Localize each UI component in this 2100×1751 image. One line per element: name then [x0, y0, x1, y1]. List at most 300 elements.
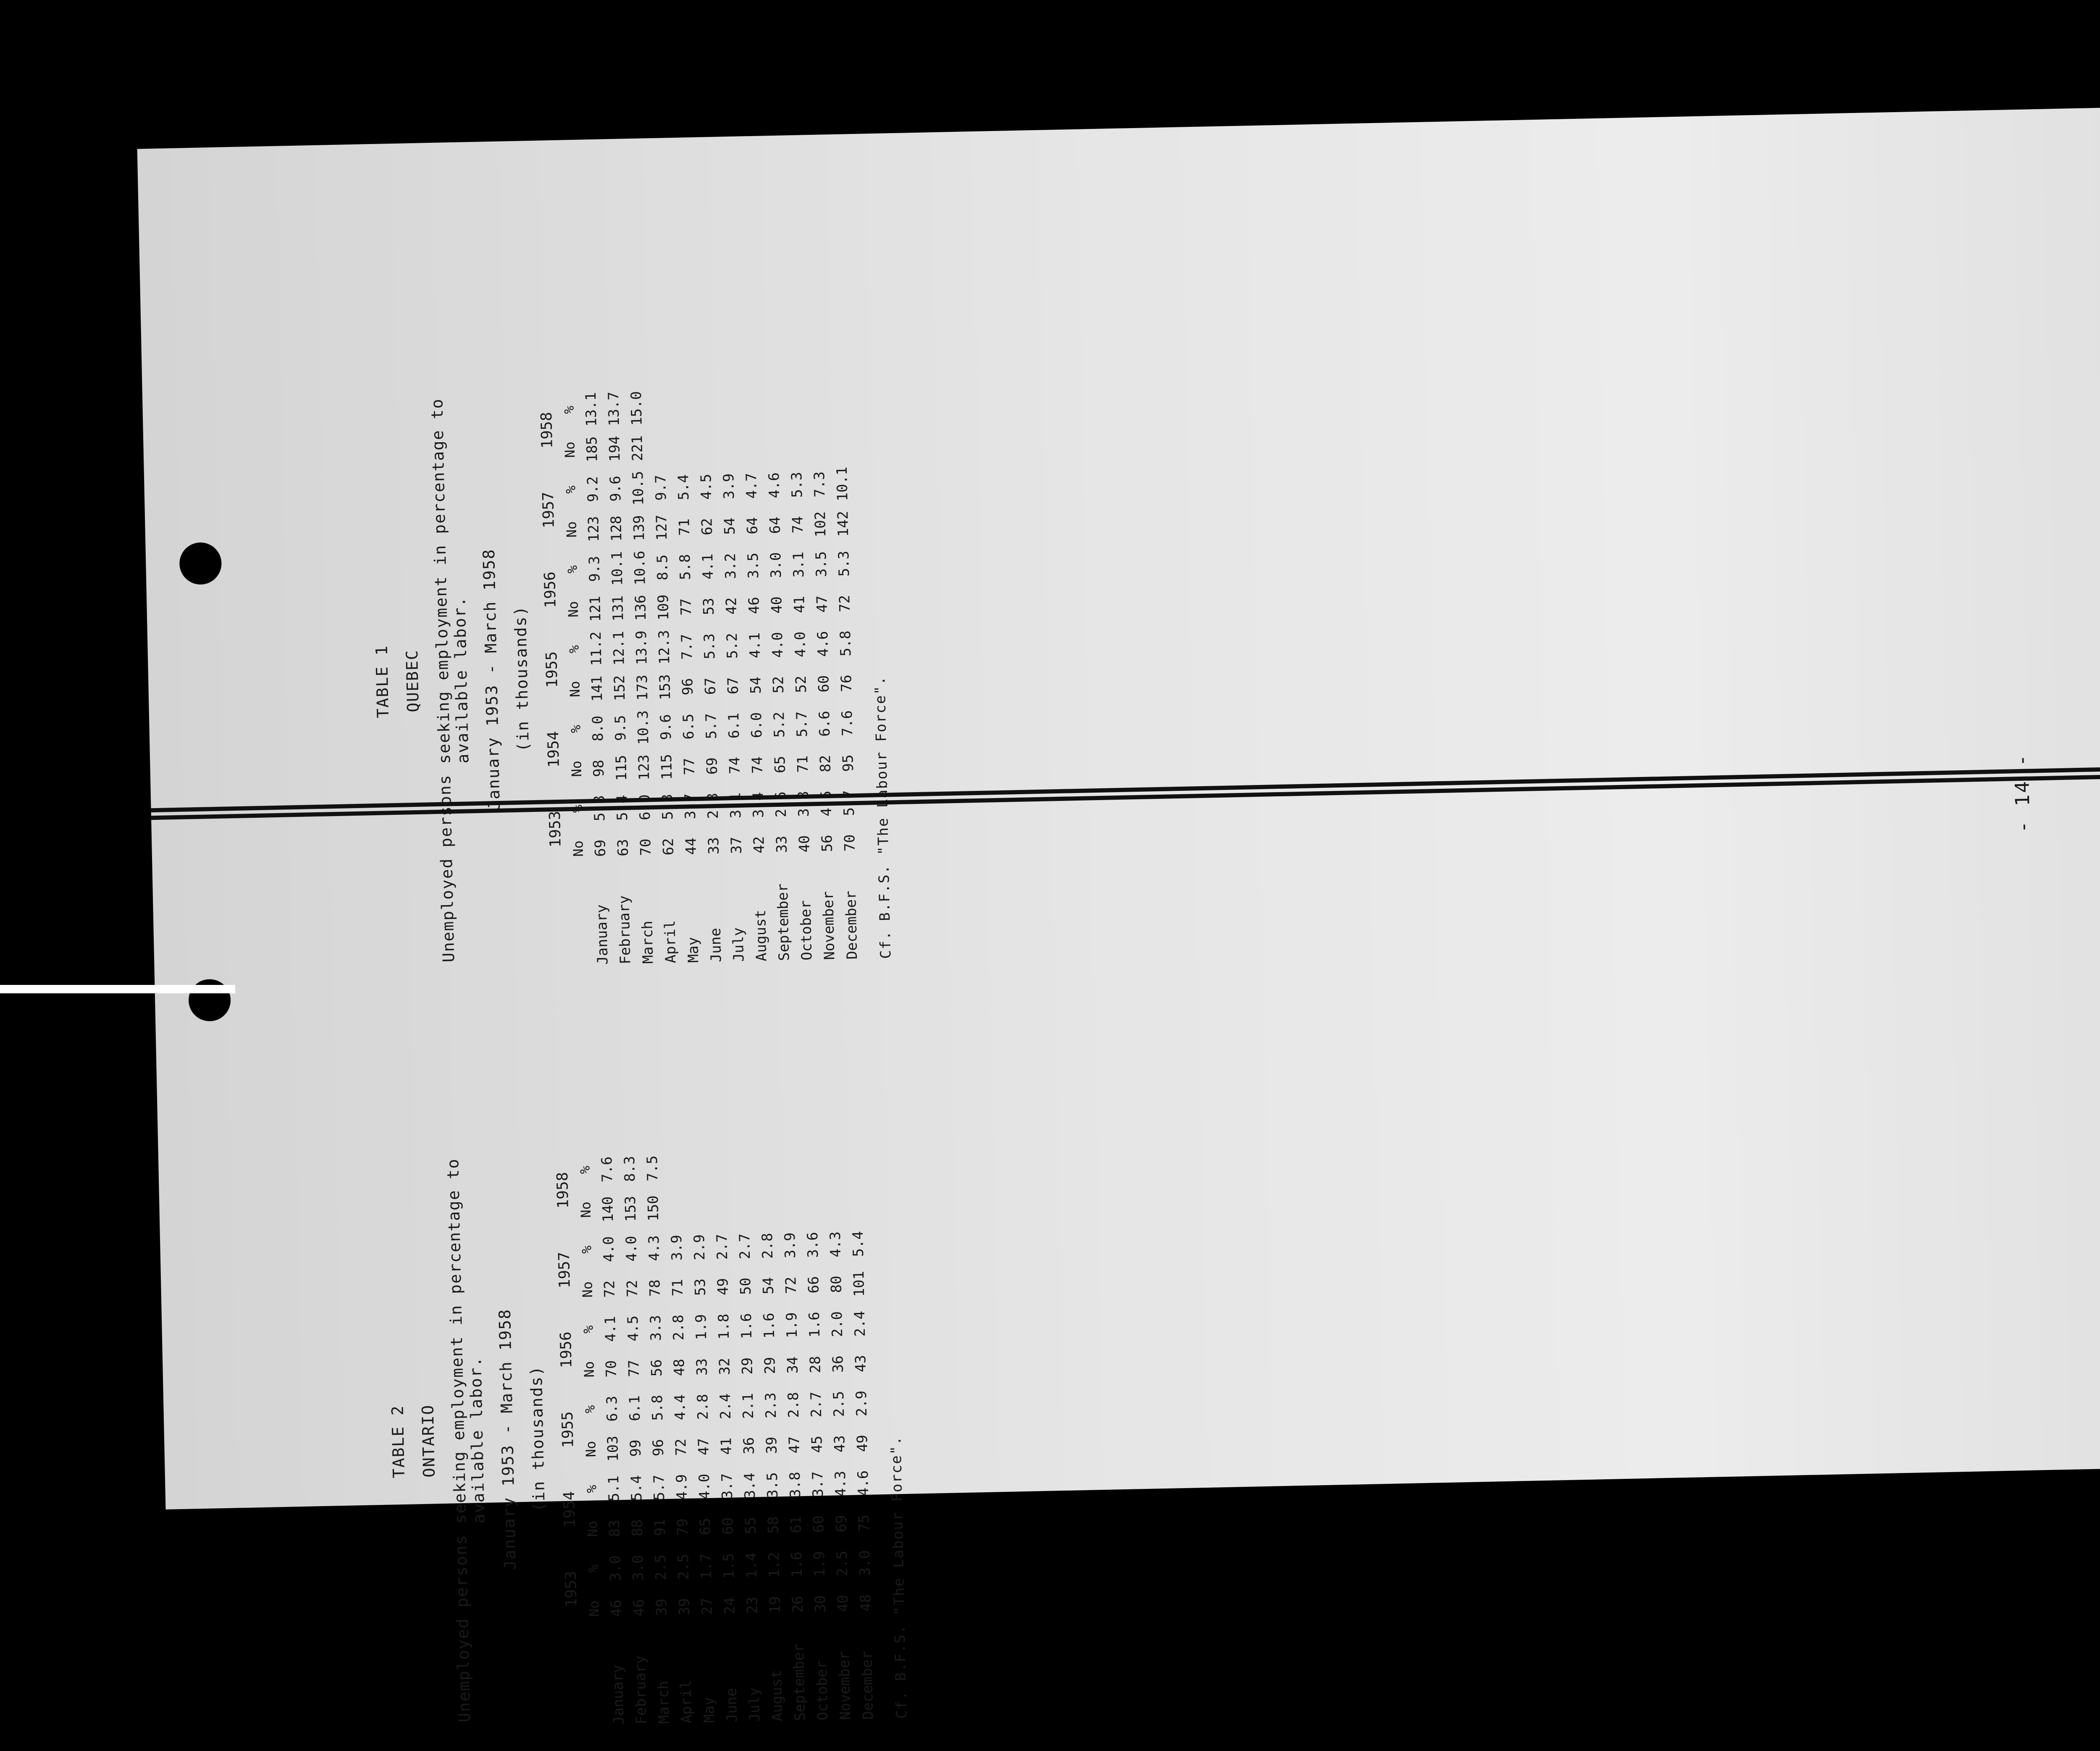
row-month-label: February: [632, 1655, 650, 1725]
table-cell: [849, 1184, 866, 1224]
corner-cell: [564, 1629, 583, 1726]
table-number: TABLE 1: [372, 645, 393, 719]
year-header: 1953: [562, 1570, 580, 1608]
table-number: TABLE 2: [388, 1404, 409, 1478]
table-cell: 3.0: [630, 1554, 647, 1581]
year-header: 1955: [559, 1411, 577, 1448]
table-source: Cf. B.F.S. "The Labour Force".: [887, 1435, 911, 1719]
table-cell: 3.9: [668, 1234, 686, 1261]
table-units: (in thousands): [511, 605, 533, 752]
column-pct-header: %: [569, 804, 585, 813]
year-header: 1958: [554, 1172, 572, 1209]
row-month-label: March: [639, 920, 657, 964]
table-cell: 46: [630, 1599, 648, 1617]
table-cell: 83: [606, 1520, 624, 1537]
table-cell: 109: [655, 594, 672, 621]
table-cell: 142: [835, 510, 852, 537]
table-cell: 2.8: [704, 793, 722, 819]
table-cell: 7.6: [839, 710, 856, 737]
table-cell: 28: [807, 1356, 824, 1373]
table-cell: 10.1: [833, 466, 851, 501]
table-cell: 3.1: [727, 792, 745, 819]
table-cell: 2.1: [739, 1393, 757, 1419]
row-month-label: January: [593, 904, 612, 965]
table-cell: 2.3: [762, 1392, 780, 1419]
row-month-label: September: [790, 1643, 809, 1721]
year-header: 1954: [544, 731, 563, 768]
table-cell: 10.6: [631, 550, 649, 585]
table-cell: 4.1: [746, 632, 764, 659]
table-quebec: [354, 353, 1543, 986]
table-cell: 96: [650, 1439, 667, 1457]
year-header: 1953: [546, 811, 564, 848]
table-cell: 12.1: [610, 630, 628, 666]
table-cell: 53: [692, 1278, 709, 1296]
table-cell: 40: [768, 596, 786, 614]
table-cell: 78: [646, 1279, 664, 1297]
table-cell: 2.0: [828, 1311, 846, 1337]
column-pct-header: %: [585, 1565, 601, 1573]
table-cell: 4.9: [673, 1474, 691, 1500]
table-region: QUEBEC: [402, 649, 423, 713]
table-cell: 53: [700, 597, 718, 615]
table-cell: 3.0: [767, 552, 785, 578]
table-cell: 32: [716, 1357, 734, 1376]
table-cell: 65: [697, 1517, 714, 1536]
row-month-label: August: [768, 1670, 786, 1722]
table-cell: 3.7: [682, 793, 699, 819]
table-cell: [809, 384, 827, 425]
table-cell: 70: [841, 834, 859, 852]
table-cell: 1.6: [788, 1551, 806, 1578]
column-pct-header: %: [562, 485, 579, 494]
row-month-label: April: [677, 1680, 696, 1724]
table-cell: [735, 1146, 752, 1187]
table-cell: 27: [698, 1597, 716, 1615]
table-cell: 4.1: [602, 1315, 620, 1342]
table-cell: 10.1: [608, 551, 626, 586]
table-cell: 5.7: [703, 713, 720, 739]
table-cell: 64: [766, 516, 784, 534]
year-header: 1958: [538, 412, 556, 449]
table-cell: 2.7: [714, 1234, 731, 1260]
table-cell: 67: [724, 677, 742, 695]
table-cell: 61: [788, 1516, 805, 1533]
year-header: 1956: [541, 571, 559, 609]
table-cell: 3.4: [741, 1473, 759, 1499]
table-cell: [719, 426, 737, 467]
table-cell: 26: [789, 1596, 806, 1613]
table-cell: [667, 1188, 685, 1228]
table-cell: 1.4: [743, 1552, 761, 1579]
table-cell: 47: [786, 1436, 803, 1454]
row-month-label: February: [616, 895, 634, 965]
table-cell: 4.3: [832, 1470, 850, 1497]
table-cell: 5.3: [659, 793, 677, 820]
table-cell: 150: [645, 1195, 662, 1222]
column-no-header: No: [578, 1201, 594, 1218]
table-cell: 98: [590, 759, 608, 777]
row-month-label: June: [723, 1688, 741, 1723]
table-units: (in thousands): [527, 1365, 549, 1512]
table-cell: 3.5: [813, 551, 830, 578]
table-cell: 1.9: [811, 1551, 829, 1577]
table-cell: 131: [609, 595, 627, 622]
column-pct-header: %: [583, 1485, 600, 1494]
table-cell: 82: [817, 755, 835, 772]
table-cell: 46: [608, 1599, 625, 1617]
table-cell: [758, 1186, 776, 1226]
column-no-header: No: [581, 1361, 598, 1378]
table-cell: 36: [830, 1355, 847, 1373]
table-cell: 40: [835, 1594, 852, 1612]
table-cell: 6.0: [748, 712, 766, 738]
table-cell: 48: [857, 1594, 874, 1612]
table-cell: 60: [815, 675, 833, 693]
table-cell: 136: [632, 595, 650, 621]
table-cell: 91: [651, 1518, 669, 1536]
table-cell: 6.0: [636, 794, 654, 821]
table-cell: 74: [789, 516, 807, 534]
table-cell: 152: [611, 675, 629, 701]
table-cell: 60: [719, 1517, 737, 1535]
table-cell: 7.7: [678, 633, 696, 660]
row-month-label: November: [820, 891, 838, 960]
table-cell: 141: [588, 675, 606, 702]
table-cell: [826, 1184, 844, 1225]
table-cell: 2.8: [759, 1233, 777, 1259]
table-cell: 1.6: [806, 1311, 824, 1338]
table-cell: [765, 425, 782, 466]
table-cell: [803, 1185, 821, 1225]
table-cell: 4.5: [818, 790, 835, 817]
table-cell: 6.1: [626, 1395, 644, 1422]
table-cell: [697, 427, 714, 467]
column-pct-header: %: [577, 1166, 593, 1174]
table-cell: 74: [726, 756, 744, 774]
table-cell: 33: [705, 837, 723, 855]
table-cell: 52: [770, 676, 788, 694]
table-cell: 76: [838, 675, 856, 692]
table-cell: 63: [614, 839, 632, 857]
table-cell: 9.2: [584, 476, 602, 502]
table-cell: 1.5: [720, 1553, 738, 1579]
table-cell: [712, 1147, 730, 1187]
table-cell: 47: [695, 1438, 713, 1456]
table-cell: [651, 388, 668, 428]
table-cell: [825, 1145, 843, 1185]
table-cell: 29: [739, 1357, 756, 1375]
table-cell: 2.9: [853, 1390, 871, 1417]
table-cell: 115: [613, 755, 630, 781]
table-cell: 36: [740, 1437, 758, 1455]
table-cell: 72: [624, 1280, 641, 1297]
corner-cell: [571, 869, 589, 966]
table-cell: 54: [721, 517, 739, 535]
column-pct-header: %: [578, 1245, 595, 1254]
table-cell: 2.4: [851, 1310, 869, 1337]
column-no-header: No: [567, 680, 583, 698]
table-cell: 13.1: [583, 392, 600, 427]
table-cell: 88: [629, 1519, 646, 1537]
row-month-label: July: [730, 927, 748, 962]
table-cell: 4.0: [623, 1235, 640, 1262]
table-cell: 80: [828, 1275, 845, 1293]
row-month-label: November: [835, 1651, 854, 1720]
table-cell: 71: [794, 755, 812, 773]
table-cell: 123: [585, 516, 603, 542]
column-pct-header: %: [564, 565, 581, 574]
table-cell: 24: [721, 1597, 739, 1615]
table-cell: 3.2: [722, 553, 740, 579]
table-cell: 49: [854, 1434, 871, 1452]
table-cell: 67: [702, 677, 719, 695]
table-cell: 5.8: [677, 554, 694, 580]
table-cell: 6.3: [604, 1395, 621, 1422]
table-ontario: [370, 1113, 1559, 1746]
table-cell: 4.6: [766, 472, 783, 499]
table-cell: [735, 1186, 753, 1226]
table-cell: 3.5: [764, 1472, 782, 1499]
table-cell: 140: [599, 1196, 617, 1223]
table-cell: 2.9: [691, 1234, 709, 1260]
table-cell: 1.9: [783, 1312, 801, 1339]
row-month-label: October: [797, 900, 816, 961]
table-cell: 5.7: [840, 790, 858, 816]
table-cell: 5.4: [849, 1231, 867, 1257]
table-cell: 2.7: [807, 1391, 825, 1418]
row-month-label: April: [662, 920, 680, 963]
table-cell: [781, 1185, 798, 1226]
table-cell: 77: [625, 1360, 643, 1377]
column-pct-header: %: [566, 645, 583, 654]
year-header: 1957: [539, 491, 558, 529]
table-cell: 39: [676, 1598, 693, 1616]
table-cell: [787, 385, 804, 425]
table-cell: 3.8: [786, 1471, 804, 1498]
table-cell: 79: [674, 1518, 692, 1536]
table-cell: 221: [629, 435, 646, 462]
table-cell: 6.6: [816, 710, 834, 737]
table-cell: 10.5: [629, 470, 647, 506]
table-cell: 9.6: [607, 475, 625, 502]
table-cell: 4.3: [827, 1231, 845, 1257]
table-cell: 9.7: [652, 475, 670, 501]
row-month-label: December: [843, 890, 861, 960]
table-cell: 3.6: [804, 1231, 822, 1258]
column-no-header: No: [583, 1441, 599, 1457]
table-cell: 48: [671, 1358, 688, 1376]
table-cell: 72: [782, 1276, 800, 1294]
table-cell: [848, 1144, 866, 1184]
table-cell: 3.3: [647, 1315, 665, 1341]
table-cell: 10.3: [634, 710, 652, 745]
table-cell: 7.5: [644, 1155, 662, 1182]
table-cell: 8.0: [589, 715, 607, 742]
table-cell: 7.6: [598, 1156, 616, 1183]
table-cell: [689, 1147, 707, 1188]
table-cell: 19: [766, 1596, 784, 1614]
table-cell: 153: [656, 674, 674, 701]
row-month-label: January: [609, 1664, 627, 1725]
table-cell: 64: [744, 517, 761, 535]
table-cell: 3.9: [720, 473, 738, 499]
table-cell: 39: [763, 1436, 781, 1454]
table-cell: 5.3: [701, 633, 719, 659]
table-cell: 2.5: [675, 1554, 693, 1580]
table-cell: 70: [637, 838, 655, 856]
table-cell: 11.2: [587, 631, 605, 666]
table-cell: 121: [587, 596, 604, 622]
row-month-label: July: [746, 1687, 764, 1722]
table-cell: 69: [592, 839, 609, 857]
table-cell: 3.7: [718, 1473, 736, 1499]
table-cell: 41: [791, 596, 808, 614]
column-pct-header: %: [582, 1405, 598, 1414]
table-cell: 55: [742, 1517, 760, 1535]
table-cell: 47: [814, 595, 831, 613]
row-month-label: August: [752, 909, 770, 962]
table-cell: 2.4: [717, 1393, 735, 1420]
table-cell: 71: [669, 1278, 687, 1297]
table-cell: 101: [850, 1271, 868, 1297]
table-cell: 4.5: [698, 473, 715, 500]
table-source: Cf. B.F.S. "The Labour Force".: [872, 675, 895, 959]
table-cell: 37: [728, 836, 746, 854]
table-cell: [810, 424, 828, 465]
table-cell: 3.4: [750, 792, 767, 818]
table-cell: 41: [718, 1437, 735, 1455]
table-cell: [713, 1187, 730, 1227]
table-cell: [780, 1145, 798, 1186]
column-pct-header: %: [567, 725, 584, 733]
table-cell: 54: [747, 676, 765, 694]
table-cell: 52: [793, 675, 810, 693]
table-cell: 1.2: [765, 1551, 783, 1578]
table-cell: 1.7: [697, 1553, 715, 1580]
table-cell: 123: [635, 754, 653, 781]
table-cell: 1.6: [738, 1313, 756, 1339]
table-cell: 4.7: [743, 473, 761, 499]
table-cell: 8.5: [654, 554, 672, 581]
table-cell: 115: [658, 753, 676, 780]
table-cell: 75: [856, 1514, 873, 1532]
table-cell: 185: [583, 436, 601, 462]
table-region: ONTARIO: [418, 1404, 439, 1478]
table-cell: 4.0: [600, 1236, 618, 1263]
table-cell: [757, 1146, 775, 1186]
table-cell: 15.0: [627, 391, 646, 426]
table-cell: [673, 387, 691, 428]
table-cell: 2.8: [694, 1394, 712, 1420]
table-cell: 72: [836, 595, 854, 612]
table-cell: [833, 424, 850, 464]
table-cell: 77: [681, 757, 698, 775]
table-cell: 33: [773, 835, 791, 853]
table-cell: 99: [627, 1439, 645, 1457]
table-cell: 4.6: [814, 631, 832, 657]
table-cell: 2.7: [736, 1233, 754, 1260]
row-month-label: March: [655, 1680, 673, 1724]
table-cell: 127: [653, 515, 671, 541]
table-cell: 5.4: [614, 795, 631, 821]
table-cell: 43: [852, 1355, 870, 1373]
table-cell: 5.3: [835, 550, 853, 577]
table-cell: 5.7: [651, 1474, 668, 1501]
table-cell: 66: [805, 1276, 823, 1294]
table-cell: 4.0: [792, 631, 809, 658]
table-cell: 4.5: [625, 1315, 642, 1342]
table-cell: 5.8: [591, 795, 609, 822]
column-no-header: No: [565, 601, 582, 618]
table-cell: 12.3: [655, 630, 673, 665]
table-cell: 4.1: [699, 553, 717, 580]
film-edge-mark-left: [0, 985, 235, 993]
table-cell: 56: [819, 835, 836, 852]
punch-hole-top: [179, 542, 222, 585]
table-cell: 60: [810, 1515, 827, 1533]
table-cell: 13.9: [633, 630, 651, 665]
table-cell: 2.8: [670, 1314, 688, 1341]
table-cell: 9.3: [586, 556, 604, 582]
table-cell: 6.1: [725, 712, 743, 739]
year-header: 1957: [555, 1252, 574, 1289]
table-cell: [742, 426, 760, 466]
table-cell: [719, 386, 736, 427]
table-cell: 1.9: [693, 1314, 710, 1340]
table-cell: 9.6: [657, 714, 675, 740]
table-cell: 34: [784, 1356, 802, 1374]
table-cell: [832, 384, 850, 424]
column-pct-header: %: [561, 405, 578, 414]
corner-cell: [587, 1628, 605, 1725]
table-cell: 3.0: [856, 1550, 874, 1576]
year-header: 1954: [560, 1491, 579, 1528]
column-pct-header: %: [580, 1325, 596, 1334]
table-period: January 1953 - March 1958: [495, 1308, 520, 1570]
table-cell: 42: [723, 597, 740, 615]
table-cell: 7.3: [811, 471, 829, 498]
row-month-label: May: [685, 937, 702, 963]
table-cell: [741, 386, 759, 426]
table-cell: 3.9: [782, 1232, 799, 1259]
table-cell: 56: [648, 1359, 666, 1377]
table-cell: 71: [676, 518, 693, 536]
corner-cell: [548, 869, 567, 966]
column-no-header: No: [563, 521, 580, 538]
table-cell: 50: [737, 1277, 755, 1295]
table-cell: 2.5: [833, 1550, 851, 1577]
table-cell: 77: [677, 598, 695, 616]
table-cell: 3.1: [790, 551, 808, 578]
table-cell: 2.5: [652, 1554, 670, 1580]
row-month-label: October: [813, 1660, 832, 1721]
table-cell: 4.4: [672, 1394, 689, 1420]
table-cell: 44: [682, 837, 700, 855]
table-cell: [764, 386, 782, 426]
table-cell: 30: [812, 1595, 829, 1613]
table-cell: 49: [714, 1278, 732, 1296]
table-description: Unemployed persons seeking employment in percentage to available labor.: [444, 1158, 488, 1723]
table-cell: 5.2: [771, 711, 788, 738]
table-cell: 5.2: [724, 633, 741, 659]
column-no-header: No: [562, 441, 578, 458]
table-cell: 69: [833, 1515, 850, 1533]
row-month-label: December: [858, 1650, 877, 1720]
column-no-header: No: [579, 1281, 596, 1298]
table-cell: 74: [749, 756, 766, 774]
table-cell: 5.4: [675, 474, 693, 501]
